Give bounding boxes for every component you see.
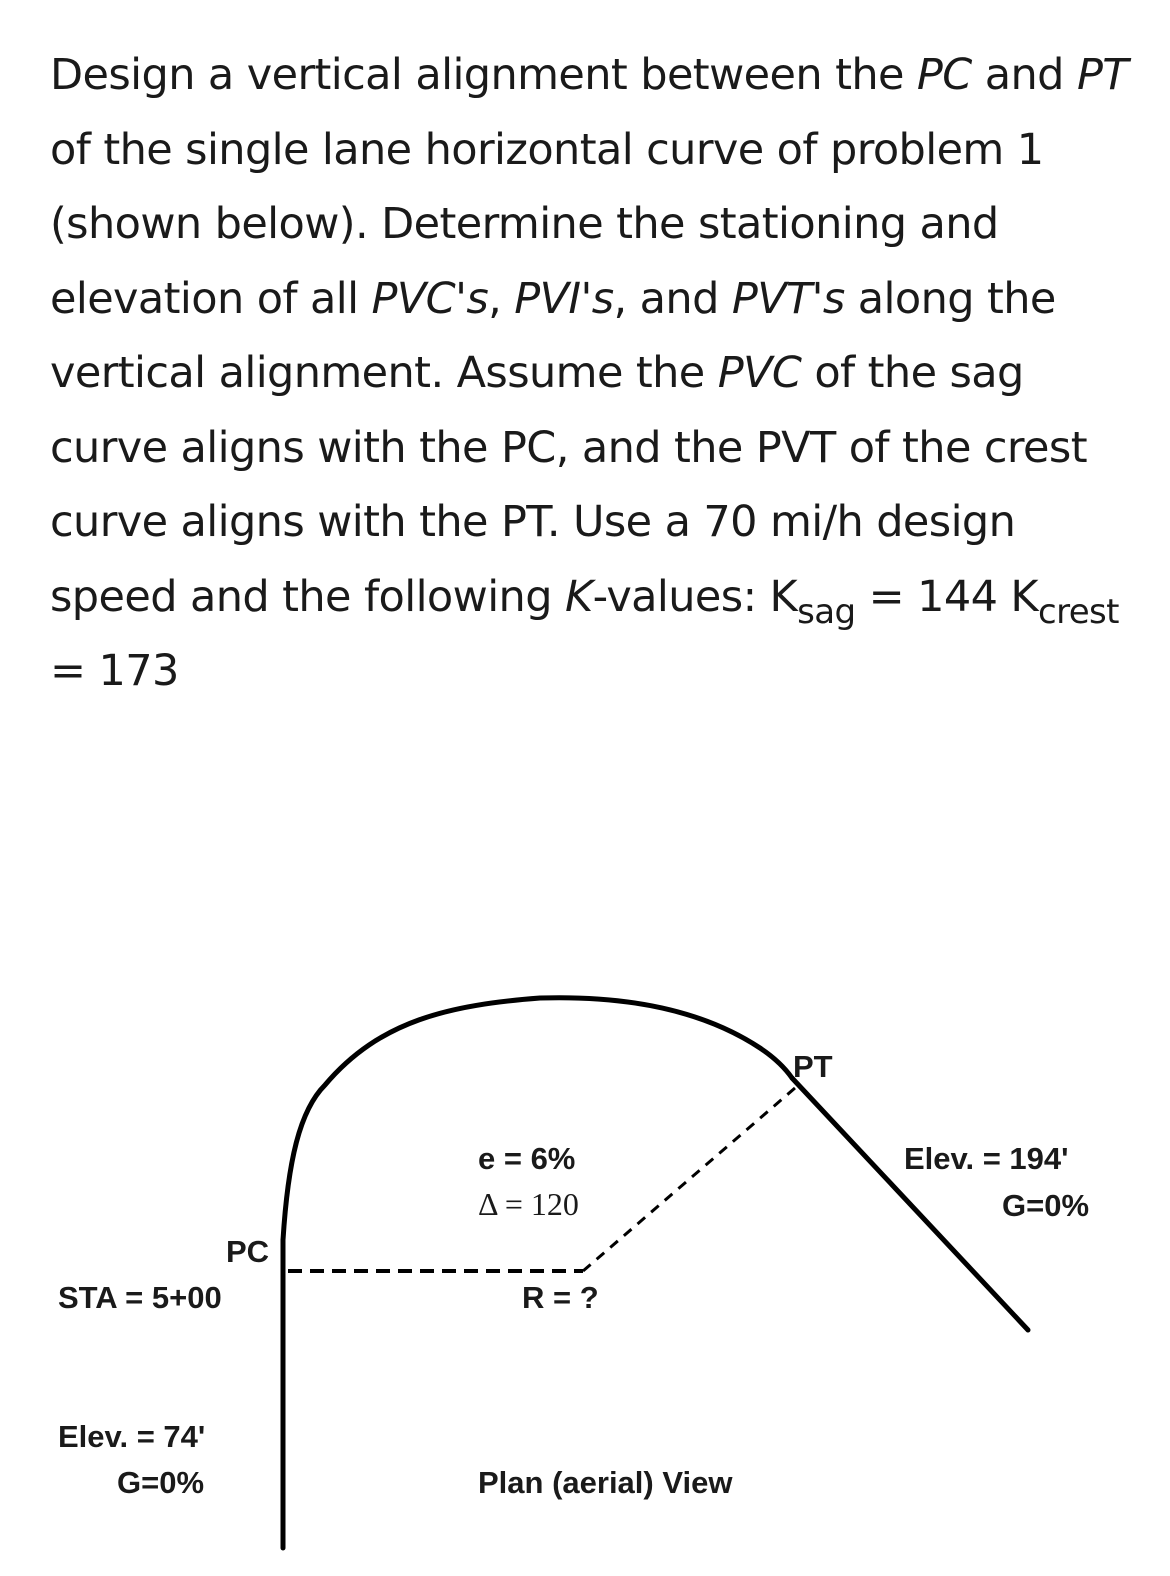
text-run: = 144 K: [855, 571, 1039, 622]
pvis-term: PVI's: [514, 273, 614, 324]
view-title: Plan (aerial) View: [478, 1465, 733, 1500]
pvts-term: PVT's: [731, 273, 845, 324]
text-run: -values: K: [592, 571, 798, 622]
pc-elevation-label: Elev. = 74': [58, 1419, 206, 1454]
pt-grade-label: G=0%: [1002, 1188, 1090, 1223]
central-angle-label: Δ = 120: [478, 1186, 579, 1222]
radius-line-pt: [583, 1088, 795, 1271]
pc-station-label: STA = 5+00: [58, 1280, 222, 1315]
pc-label: PC: [226, 1234, 270, 1269]
k-term: K: [564, 571, 593, 622]
pt-elevation-label: Elev. = 194': [904, 1141, 1069, 1176]
superelevation-label: e = 6%: [478, 1141, 576, 1176]
text-run: = 173: [50, 646, 179, 696]
plan-view-diagram: [0, 960, 1170, 1576]
pvcs-term: PVC's: [371, 273, 489, 324]
pt-label: PT: [793, 1049, 833, 1084]
text-run: and: [971, 50, 1077, 100]
tangent-out-line: [792, 1078, 1028, 1330]
crest-subscript: crest: [1038, 591, 1119, 632]
text-run: along the vertical alignment. Assume the: [50, 273, 1056, 398]
pc-term: PC: [916, 50, 972, 100]
text-run: of the sag curve aligns with the PC, and the PVT of the crest curve aligns with the PT. Use a 70 mi/h design speed and the following: [50, 348, 1087, 622]
problem-statement: [50, 38, 1140, 709]
radius-label: R = ?: [522, 1280, 599, 1315]
pc-grade-label: G=0%: [117, 1465, 205, 1500]
text-run: , and: [613, 273, 732, 324]
sag-subscript: sag: [797, 591, 856, 632]
text-run: ,: [488, 273, 515, 324]
text-run: of the single lane horizontal curve of problem 1 (shown below). Determine the stationing and elevation of all: [50, 124, 1044, 324]
pvc-term: PVC: [717, 348, 802, 398]
pt-term: PT: [1076, 50, 1128, 100]
text-run: Design a vertical alignment between the: [50, 50, 917, 100]
